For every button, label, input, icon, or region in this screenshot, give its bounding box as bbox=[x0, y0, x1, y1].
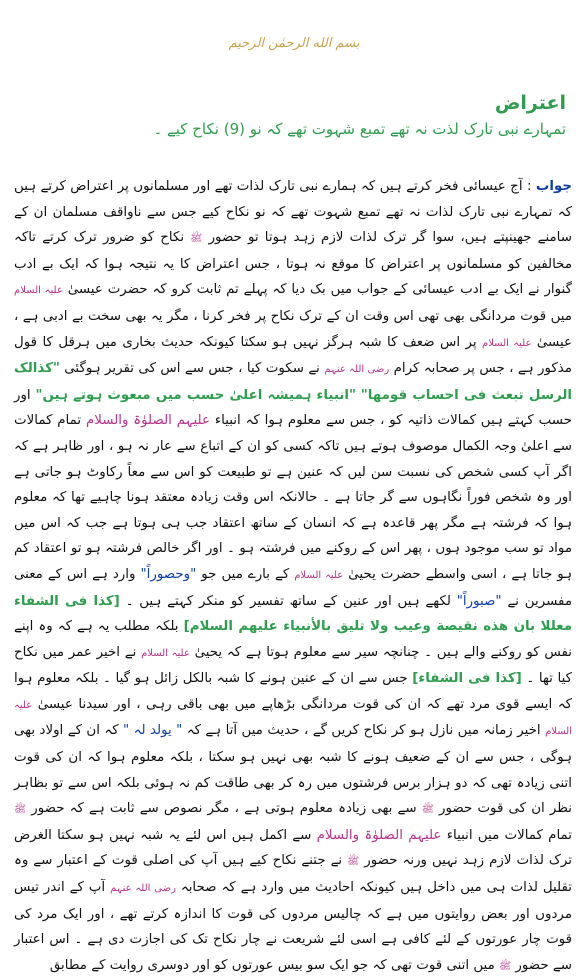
honorific-mark: رضی اللہ عنہم bbox=[324, 364, 390, 376]
paragraph-segment: کہ ان کے اولاد بھی ہوگی ، جس سے ان کے ضعیف ہونے کا شبہ بھی نہیں ہو سکتا ، بلکہ معلوم ہوا کہ ان کی قوت اتنی زیادہ تھی کہ دو ہزار برس فرشتوں میں رہ کر بھی طاقت کم نہ ہوئی بلکہ اس سے تو بظاہر نظر ان کی قوت حضور bbox=[14, 723, 572, 817]
basmala: بسم الله الرحمٰن الرحیم bbox=[228, 36, 360, 51]
honorific-mark: ﷺ bbox=[499, 960, 512, 972]
answer-label: جواب bbox=[535, 179, 572, 194]
paragraph-segment: میں قوت مردانگی بھی تھی اس وقت ان کے ترک نکاح پر فخر کرنا ، مگر یہ بھی سخت بے ادبی ہے ، عیسیٰ bbox=[14, 308, 572, 350]
paragraph-segment: تمام کمالات سے اعلیٰ وجہ الکمال موصوف ہوتے ہیں تاکہ کسی کو ان کے اتباع سے عار نہ ہو ، اور ظاہر ہے کہ اگر آپ کسی شخص کی نسبت سن لیں کہ عنین ہے تو طبیعت کو اس سے معاً رکاوٹ ہو جاتی ہے اور وہ شخص فوراً نگاہوں سے گر جاتا ہے ۔ حالانکہ اس وقت زیادہ معتقد ہونا چاہیے تھا کہ معلوم ہوا کہ فرشتہ ہے مگر پھر قاعدہ ہے کہ انسان کے ساتھ اعتقاد جب ہی ہوتا ہے جب کہ اس میں مواد تو سب موجود ہوں ، پھر اس کے روکنے میں فرشتہ ہو ۔ اور اگر خالص فرشتہ ہو تو اعتقاد کم ہو جاتا ہے ، اسی واسطے حضرت یحییٰ bbox=[14, 413, 572, 582]
paragraph-segment: اخیر زمانہ میں نازل ہو کر نکاح کریں گے ، حدیث میں آتا ہے کہ bbox=[186, 723, 541, 739]
honorific-mark: علیہ السلام bbox=[14, 699, 572, 738]
paragraph-segment: نکاح کو ضرور ترک کرتے تاکہ مخالفین کو مسلمانوں پر اعتراض کا موقع نہ ہوتا ، جس اعتراض کا یہ نتیجہ ہوا کہ ایک بے ادب گنوار نے ایک بے ادب عیسائی کے جواب میں بک دیا کہ پہلے تم ثابت کرو کہ حضرت عیسیٰ bbox=[14, 230, 572, 298]
paragraph-segment: بلکہ مطلب یہ ہے کہ وہ اپنے نفس کو روکنے والے ہیں ۔ چنانچہ سیر سے معلوم ہوتا ہے کہ یحییٰ bbox=[14, 619, 572, 660]
paragraph-segment: وارد ہے اس کے معنی مفسرین نے bbox=[14, 566, 573, 609]
objection-statement: تمہارے نبی تارک لذت نہ تھے تمبع شہوت تھے کہ نو (9) نکاح کیے ۔ bbox=[153, 120, 566, 138]
paragraph-segment: نے اخیر عمر میں نکاح کیا تھا ۔ bbox=[14, 644, 572, 687]
salat-mark: علیہم الصلوٰۃ والسلام bbox=[85, 413, 210, 429]
honorific-mark: علیہ السلام bbox=[294, 569, 344, 581]
quoted-word: "صبوراً" bbox=[456, 593, 502, 609]
honorific-mark: ﷺ bbox=[14, 804, 27, 816]
paragraph-segment: سے اکمل ہیں اس لئے یہ شبہ نہیں ہو سکتا الغرض ترک لذات لازم زہد نہیں ورنہ حضور bbox=[14, 827, 572, 869]
paragraph-segment: میں اتنی قوت تھی کہ جو ایک سو بیس عورتوں کو اور دوسری روایت کے مطابق bbox=[49, 957, 495, 973]
paragraph-segment: آپ کے اندر تیس مردوں اور بعض روایتوں میں ہے کہ چالیس مردوں کی قوت کا اندازہ کرتے تھے ، اور ایک مرد کی قوت چار عورتوں کے لئے کافی ہے اسی لئے شریعت نے چار نکاح تک کی اجازت دی ہے ۔ اس اعتبار سے حضور bbox=[14, 880, 572, 973]
objection-heading: اعتراض bbox=[494, 92, 566, 114]
quoted-word: " یولد لہ " bbox=[123, 723, 183, 739]
honorific-mark: ﷺ bbox=[347, 856, 360, 868]
quoted-word: "وحصوراً" bbox=[140, 566, 197, 582]
paragraph-segment: اور حسب کہتے ہیں کمالات ذاتیہ کو ، جس سے معلوم ہوا کہ انبیاء bbox=[14, 387, 573, 429]
paragraph-segment: لکھے ہیں اور عنین کے ساتھ تفسیر کو منکر کہتے ہیں ۔ bbox=[125, 593, 451, 609]
honorific-mark: ﷺ bbox=[421, 804, 434, 816]
honorific-mark: ﷺ bbox=[190, 233, 203, 245]
paragraph-segment: نے جتنے نکاح کیے ہیں آپ کی اصلی قوت کے اعتبار سے وہ تقلیل لذات ہی میں داخل ہیں کیونکہ احادیث میں وارد ہے کہ صحابہ bbox=[14, 853, 572, 896]
arabic-reference: [کذا فی الشفاء معللا بان هذه نقیصة وعیب ولا تلیق بالأنبياء علیهم السلام] bbox=[14, 593, 573, 635]
paragraph-segment: کے بارے میں جو bbox=[201, 566, 290, 582]
honorific-mark: علیہ السلام bbox=[141, 647, 190, 659]
honorific-mark: علیہ السلام bbox=[14, 285, 63, 297]
answer-body bbox=[14, 174, 572, 979]
paragraph-segment: پر اس ضعف کا شبہ ہرگز نہیں ہو سکتا کیونکہ حدیث بخاری میں ہرقل کا قول مذکور ہے ، جس پر صحابہ کرام bbox=[14, 334, 572, 377]
salat-mark: علیہم الصلوٰۃ والسلام bbox=[316, 827, 442, 843]
arabic-quote: "کذالک الرسل تبعث فی احساب قومها" bbox=[14, 361, 572, 403]
honorific-mark: علیہ السلام bbox=[482, 337, 532, 349]
paragraph-segment: سے بھی زیادہ معلوم ہوتی ہے ، مگر نصوص سے ثابت ہے کہ حضور bbox=[31, 801, 417, 817]
paragraph-segment: جس سے ان کے عنین ہونے کا شبہ بالکل زائل ہو گیا ۔ بلکہ معلوم ہوا کہ ایسے قوی مرد تھے کہ ان کی قوت مردانگی بڑھاپے میں بھی باقی رہی ، اور سیدنا عیسیٰ bbox=[14, 671, 572, 712]
arabic-reference: [کذا فی الشفاء] bbox=[412, 671, 522, 687]
paragraph-segment: : آج عیسائی فخر کرتے ہیں کہ ہمارے نبی تارک لذات تھے اور مسلمانوں پر اعتراض کرتے ہیں کہ تمہارے نبی تارک لذات نہ تھے تمبع شہوت تھے کہ نو نکاح کیے جس سے ناواقف مسلمان ان کے سامنے جھینپتے ہیں، سوا گر ترک لذات لازم زہد ہوتا تو حضور bbox=[14, 179, 572, 246]
urdu-quote: "انبیاء ہمیشہ اعلیٰ حسب میں مبعوث ہوتے ہیں" bbox=[35, 387, 356, 403]
paragraph-segment: تمام کمالات میں انبیاء bbox=[446, 827, 572, 843]
paragraph-segment: نے سکوت کیا ، جس سے اس کی تقریر ہوگئی bbox=[64, 361, 320, 377]
honorific-mark: رضی اللہ عنہم bbox=[110, 883, 176, 895]
